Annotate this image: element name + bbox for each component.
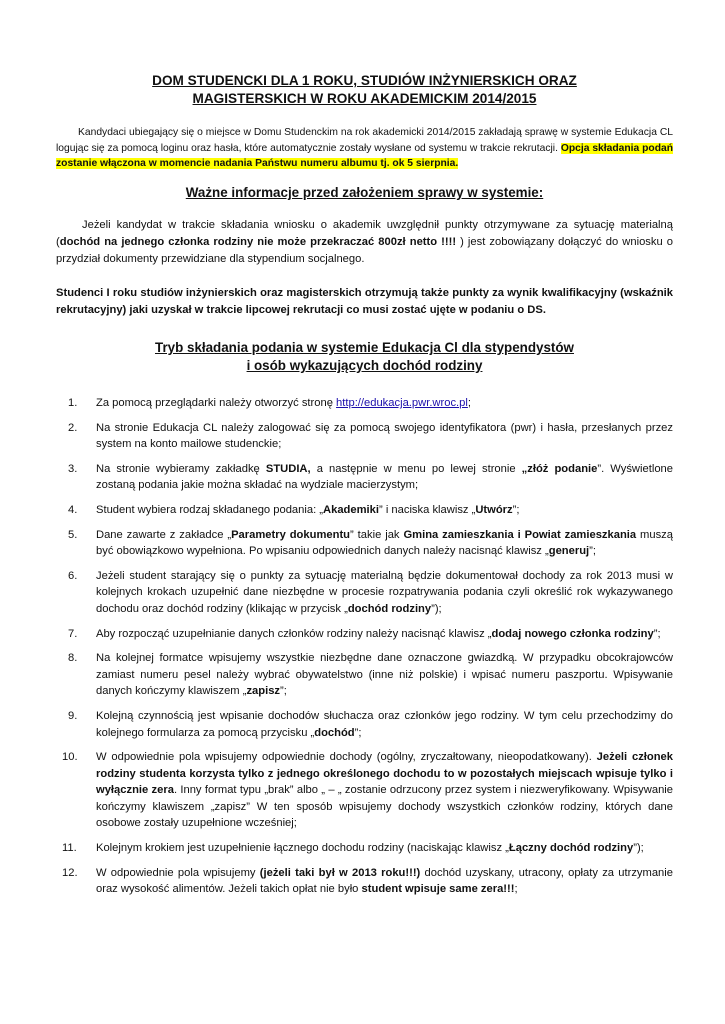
- list-item: 1. Za pomocą przeglądarki należy otworzyć stronę http://edukacja.pwr.wroc.pl;: [68, 397, 471, 409]
- section2-heading-line-1: Tryb składania podania w systemie Edukacja Cl dla stypendystów: [155, 340, 574, 355]
- intro-paragraph: [56, 125, 673, 172]
- list-item: 12. W odpowiednie pola wpisujemy (jeżeli taki był w 2013 roku!!!) dochód uzyskany, utracony, opłaty za utrzymanie oraz wysokość alimentów. Jeżeli takich opłat nie było student wpisuje same zera!!!;: [62, 866, 673, 896]
- list-item: 2. Na stronie Edukacja CL należy zalogować się za pomocą swojego identyfikatora (pwr) i hasła, przesłanych przez system na konto mailowe studenckie;: [68, 421, 673, 451]
- document-title: [56, 72, 673, 108]
- section2-heading: [56, 339, 673, 375]
- list-item: 11. Kolejnym krokiem jest uzupełnienie łącznego dochodu rodziny (naciskając klawisz „Łączny dochód rodziny”);: [62, 842, 644, 855]
- section1-heading: Ważne informacje przed założeniem sprawy w systemie:: [185, 185, 544, 200]
- list-item: 3. Na stronie wybieramy zakładkę STUDIA, a następnie w menu po lewej stronie „złóż podanie”. Wyświetlone zostaną podania jakie można składać na wydziale macierzystym;: [68, 462, 673, 492]
- intro-highlight: Opcja składania podań zostanie włączona w momencie nadania Państwu numeru albumu tj. ok 5 sierpnia.: [56, 142, 674, 169]
- edukacja-link[interactable]: http://edukacja.pwr.wroc.pl: [336, 397, 468, 409]
- section1-paragraph-1: Jeżeli kandydat w trakcie składania wniosku o akademik uwzględnił punkty otrzymywane za sytuację materialną (dochód na jednego członka rodziny nie może przekraczać 800zł netto !!!! ) jest zobowiązany dołączyć do wniosku o przydział dokumenty przewidziane dla stypendium socjalnego.: [56, 219, 673, 265]
- title-line-2: MAGISTERSKICH W ROKU AKADEMICKIM 2014/2015: [192, 91, 537, 106]
- income-limit: dochód na jednego członka rodziny nie może przekraczać 800zł netto !!!!: [59, 236, 457, 248]
- list-item: 6. Jeżeli student starający się o punkty za sytuację materialną będzie dokumentował dochody za rok 2013 musi w kolejnych krokach uzupełnić dane niezbędne w procesie rozpatrywania podania czyli określić rok wykazywanego dochodu oraz dochód rodziny (klikając w przycisk „dochód rodziny”);: [68, 569, 673, 615]
- section1-paragraph-2: Studenci I roku studiów inżynierskich oraz magisterskich otrzymują także punkty za wynik kwalifikacyjny (wskaźnik rekrutacyjny) jaki uzyskał w trakcie lipcowej rekrutacji co musi zostać ujęte w podaniu o DS.: [56, 287, 673, 316]
- title-line-1: DOM STUDENCKI DLA 1 ROKU, STUDIÓW INŻYNIERSKICH ORAZ: [152, 73, 577, 88]
- list-item: 7. Aby rozpocząć uzupełnianie danych członków rodziny należy nacisnąć klawisz „dodaj nowego członka rodziny”;: [68, 627, 661, 640]
- list-item: 10. W odpowiednie pola wpisujemy odpowiednie dochody (ogólny, zryczałtowany, nieopodatkowany). Jeżeli członek rodziny studenta korzysta tylko z jednego określonego dochodu to w pozostałych miejscach wpisuje tylko i wyłącznie zera. Inny format typu „brak” albo „ – „ zostanie odrzucony przez system i niezweryfikowany. Wpisywanie kończymy klawiszem „zapisz” W ten sposób wpisujemy dochody wszystkich członków rodziny, których dane osobowe zostały uzupełnione wcześniej;: [62, 751, 674, 830]
- list-item: 5. Dane zawarte z zakładce „Parametry dokumentu” takie jak Gmina zamieszkania i Powiat zamieszkania muszą być obowiązkowo wypełniona. Po wpisaniu odpowiednich danych należy nacisnąć klawisz „generuj”;: [68, 528, 673, 558]
- list-item: 8. Na kolejnej formatce wpisujemy wszystkie niezbędne dane oznaczone gwiazdką. W przypadku obcokrajowców zamiast numeru pesel należy wybrać obywatelstwo (inne niż polskie) i wpisać numeru paszportu. Wpisywanie danych kończymy klawiszem „zapisz”;: [68, 652, 673, 698]
- list-item: 4. Student wybiera rodzaj składanego podania: „Akademiki” i naciska klawisz „Utwórz”;: [68, 503, 520, 516]
- list-item: 9. Kolejną czynnością jest wpisanie dochodów słuchacza oraz członków jego rodziny. W tym celu przechodzimy do kolejnego formularza za pomocą przycisku „dochód”;: [68, 709, 673, 739]
- intro-text: Kandydaci ubiegający się o miejsce w Domu Studenckim na rok akademicki 2014/2015 zakładają sprawę w systemie Edukacja CL logując się za pomocą loginu oraz hasła, które automatycznie zostały wysłane od systemu w trakcie rekrutacji.: [56, 127, 673, 154]
- steps-list: [56, 395, 673, 898]
- section2-heading-line-2: i osób wykazujących dochód rodziny: [246, 358, 483, 373]
